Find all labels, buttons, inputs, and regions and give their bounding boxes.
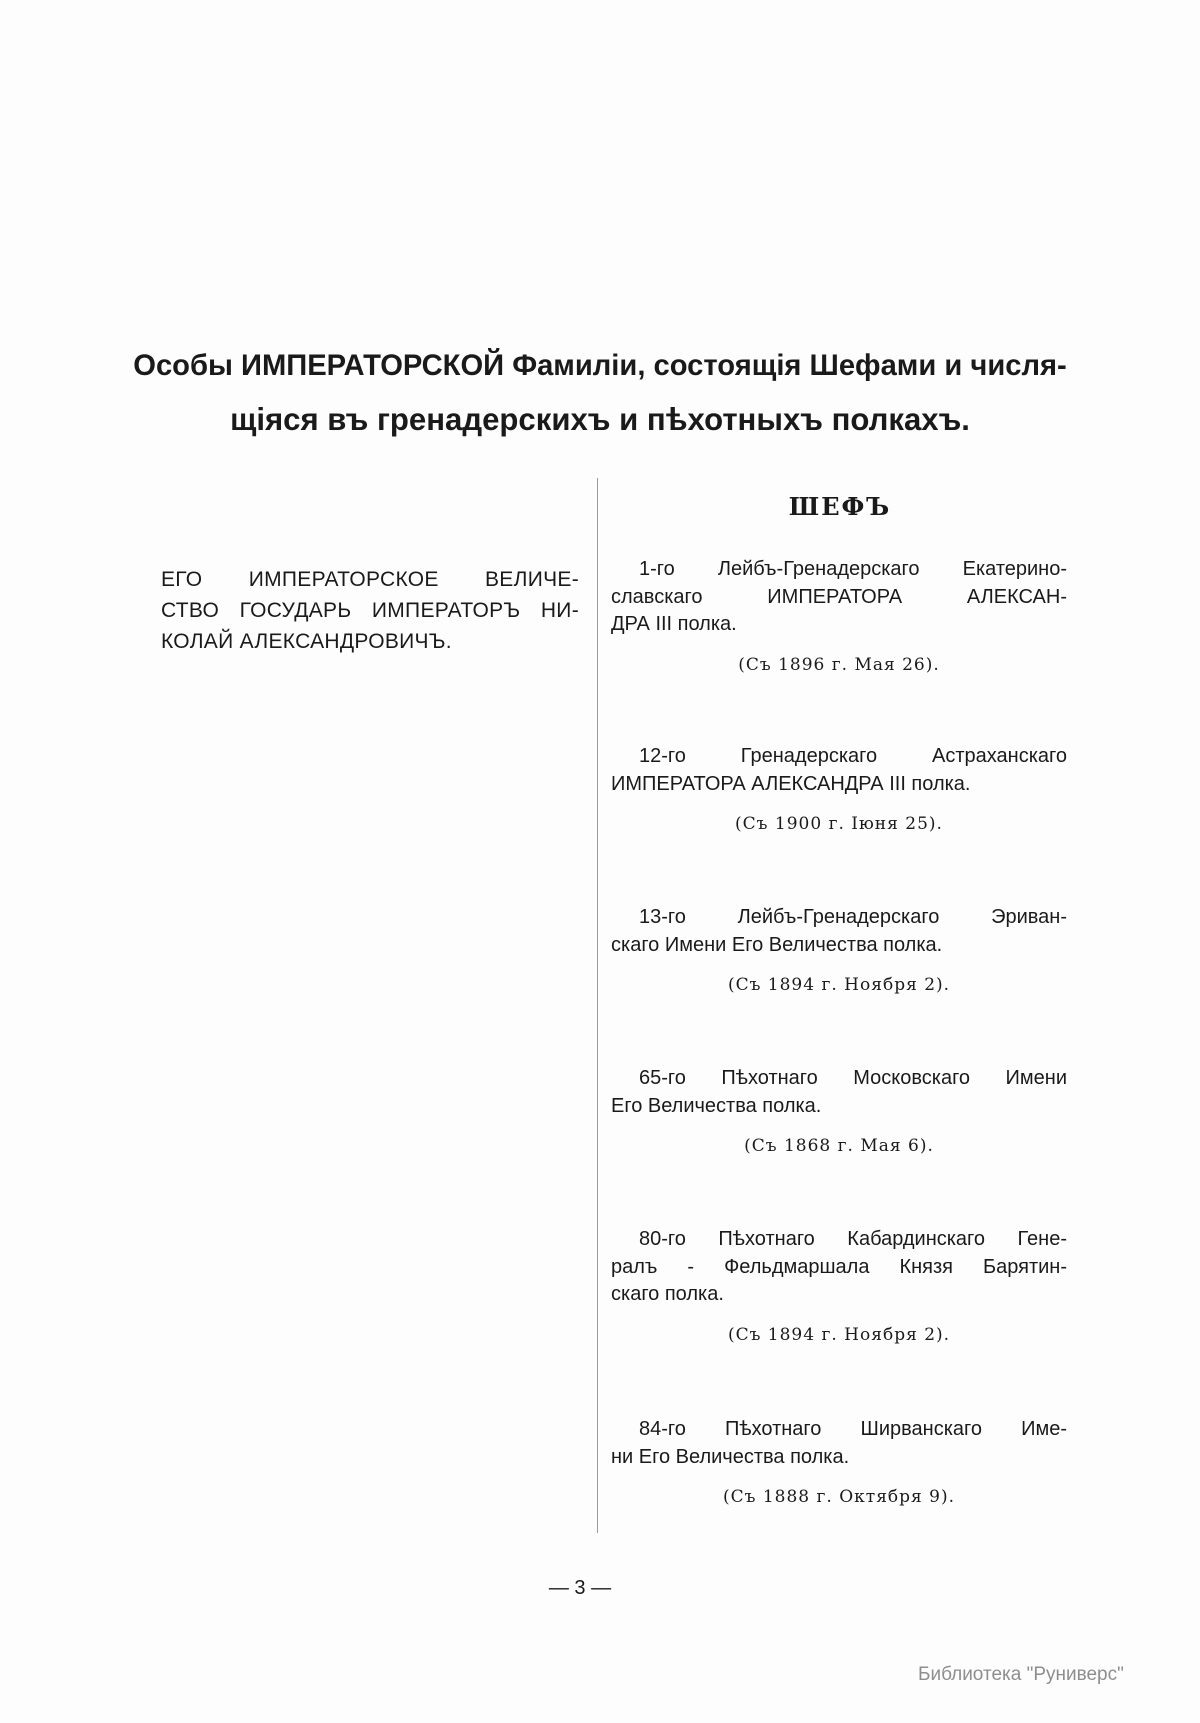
person-name-line: СТВО ГОСУДАРЬ ИМПЕРАТОРЪ НИ- <box>161 599 579 622</box>
title-line-2: щіяся въ гренадерскихъ и пѣхотныхъ полкахъ. <box>230 402 970 437</box>
regiment-line: 13-го Лейбъ-Гренадерскаго Эриван- <box>639 906 1067 928</box>
regiment-entry <box>611 556 1067 639</box>
regiment-line: ДРА III полка. <box>611 613 737 635</box>
regiment-line: ИМПЕРАТОРА АЛЕКСАНДРА III полка. <box>611 772 971 795</box>
regiment-line: ни Его Величества полка. <box>611 1445 850 1468</box>
person-name-line: ЕГО ИМПЕРАТОРСКОЕ ВЕЛИЧЕ- <box>161 568 579 591</box>
chef-since-date: (Съ 1900 г. Іюня 25). <box>735 814 943 834</box>
chef-since-date: (Съ 1888 г. Октября 9). <box>722 1487 956 1507</box>
person-name-line: КОЛАЙ АЛЕКСАНДРОВИЧЪ. <box>161 630 452 653</box>
page-number: — 3 — <box>548 1577 612 1599</box>
regiment-line: Его Величества полка. <box>611 1094 822 1117</box>
column-divider <box>597 478 598 1533</box>
regiment-line: 80-го Пѣхотнаго Кабардинскаго Гене- <box>639 1228 1067 1250</box>
regiment-line: ралъ - Фельдмаршала Князя Барятин- <box>611 1255 1067 1278</box>
chef-heading: ШЕФЪ <box>788 492 892 521</box>
regiment-line: 12-го Гренадерскаго Астраханскаго <box>639 745 1067 767</box>
regiment-entry <box>611 1416 1067 1471</box>
regiment-line: скаго Имени Его Величества полка. <box>611 933 943 956</box>
regiment-line: 65-го Пѣхотнаго Московскаго Имени <box>639 1067 1067 1089</box>
regiment-entry <box>611 1065 1067 1120</box>
regiment-line: 84-го Пѣхотнаго Ширванскаго Име- <box>639 1418 1067 1440</box>
regiment-entry <box>611 1226 1067 1309</box>
chef-since-date: (Съ 1894 г. Ноября 2). <box>727 1324 951 1345</box>
regiment-line: скаго полка. <box>611 1283 724 1305</box>
regiment-entry <box>611 904 1067 959</box>
regiment-line: 1-го Лейбъ-Гренадерскаго Екатерино- <box>639 558 1067 580</box>
regiment-line: славскаго ИМПЕРАТОРА АЛЕКСАН- <box>611 585 1067 608</box>
title-line-1: Особы ИМПЕРАТОРСКОЙ Фамиліи, состоящія Шефами и числя- <box>133 350 1067 382</box>
chef-since-date: (Съ 1896 г. Мая 26). <box>738 654 940 675</box>
library-watermark: Библиотека "Руниверс" <box>918 1664 1124 1685</box>
regiment-entry <box>611 743 1067 798</box>
chef-since-date: (Съ 1894 г. Ноября 2). <box>727 975 951 995</box>
person-name <box>161 564 579 657</box>
chef-since-date: (Съ 1868 г. Мая 6). <box>744 1136 934 1156</box>
